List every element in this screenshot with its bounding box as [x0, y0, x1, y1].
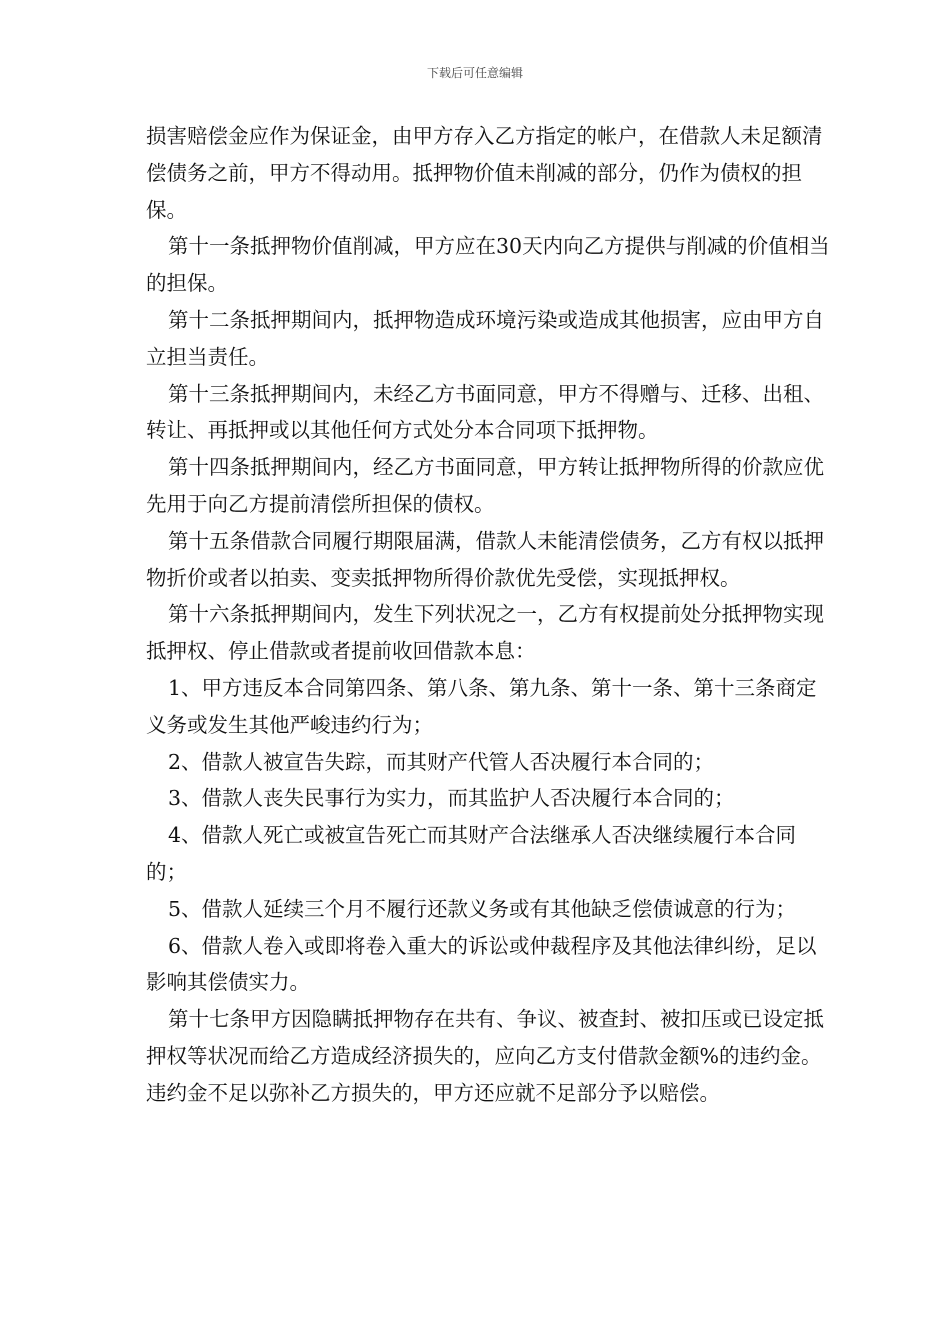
paragraph-continuation: 损害赔偿金应作为保证金，由甲方存入乙方指定的帐户，在借款人未足额清偿债务之前，甲方不得动用。抵押物价值未削减的部分，仍作为债权的担保。	[146, 124, 823, 222]
list-item-5: 5、借款人延续三个月不履行还款义务或有其他缺乏偿债诚意的行为；	[168, 896, 797, 921]
document-body	[146, 118, 836, 1112]
paragraph-article-11: 第十一条抵押物价值削减，甲方应在30天内向乙方提供与削减的价值相当的担保。	[146, 234, 830, 296]
paragraph-article-16: 第十六条抵押期间内，发生下列状况之一，乙方有权提前处分抵押物实现抵押权、停止借款或者提前收回借款本息：	[146, 602, 824, 664]
page-header: 下载后可任意编辑	[426, 66, 523, 80]
paragraph-article-15: 第十五条借款合同履行期限届满，借款人未能清偿债务，乙方有权以抵押物折价或者以拍卖、变卖抵押物所得价款优先受偿，实现抵押权。	[146, 528, 824, 590]
paragraph-article-17: 第十七条甲方因隐瞒抵押物存在共有、争议、被查封、被扣压或已设定抵押权等状况而给乙方造成经济损失的，应向乙方支付借款金额%的违约金。违约金不足以弥补乙方损失的，甲方还应就不足部分予以赔偿。	[146, 1007, 824, 1105]
list-item-4: 4、借款人死亡或被宣告死亡而其财产合法继承人否决继续履行本合同的；	[146, 823, 797, 884]
list-item-2: 2、借款人被宣告失踪，而其财产代管人否决履行本合同的；	[168, 749, 715, 774]
paragraph-article-13: 第十三条抵押期间内，未经乙方书面同意，甲方不得赠与、迁移、出租、转让、再抵押或以其他任何方式处分本合同项下抵押物。	[146, 381, 824, 443]
list-item-3: 3、借款人丧失民事行为实力，而其监护人否决履行本合同的；	[168, 786, 735, 811]
paragraph-article-14: 第十四条抵押期间内，经乙方书面同意，甲方转让抵押物所得的价款应优先用于向乙方提前清偿所担保的债权。	[146, 455, 824, 516]
list-item-6: 6、借款人卷入或即将卷入重大的诉讼或仲裁程序及其他法律纠纷，足以影响其偿债实力。	[146, 933, 817, 995]
list-item-1: 1、甲方违反本合同第四条、第八条、第九条、第十一条、第十三条商定义务或发生其他严峻违约行为；	[146, 675, 817, 737]
paragraph-article-12: 第十二条抵押期间内，抵押物造成环境污染或造成其他损害，应由甲方自立担当责任。	[146, 307, 824, 369]
